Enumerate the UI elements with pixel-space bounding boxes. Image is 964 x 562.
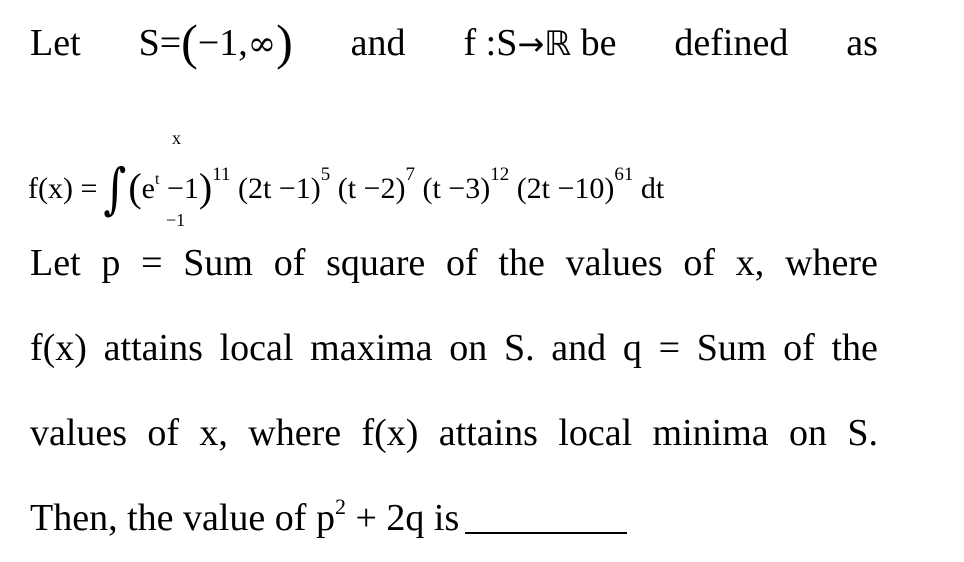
word: f(x) [361,412,419,454]
word: x, [735,242,765,284]
problem-line-4 [30,329,878,367]
word: local [558,412,633,454]
word: Sum [183,242,253,284]
domain-symbol: S [496,22,518,64]
word: S. [847,412,878,454]
factor5: (2t −10) [516,172,615,205]
equals-sign: = [159,22,182,64]
differential: dt [633,172,665,205]
factor1-open-paren: ( [128,165,142,210]
word: of [147,412,180,454]
arrow-icon: → [517,25,545,63]
word: attains [103,327,203,369]
factor5-exponent: 61 [614,164,634,185]
factor3-exponent: 7 [405,164,415,185]
equals-sign: = [141,242,163,284]
word: x, [199,412,228,454]
set-definition [138,14,293,70]
problem-line-1 [30,14,878,70]
word-defined: defined [674,22,789,64]
word: of [683,242,716,284]
factor1-exponent: 11 [212,164,231,185]
problem-question-line [30,494,627,539]
word: of [273,242,306,284]
infinity-symbol: ∞ [247,24,277,64]
factor1-rest: −1 [159,172,199,205]
integral-expression [28,157,665,222]
question-text-after: + 2q is [345,497,460,539]
answer-blank [465,502,627,534]
word: and [551,327,607,369]
word: maxima [310,327,433,369]
factor1-base: e [141,172,155,205]
integral-lower-limit: −1 [166,210,186,230]
word: S. [503,327,535,369]
word: where [785,242,878,284]
word: on [449,327,488,369]
integral-definition [28,128,928,238]
factor2: (2t −1) [237,172,321,205]
word-as: as [846,22,878,64]
integral-sign: ∫ [103,157,127,222]
word: square [326,242,426,284]
open-paren: ( [181,14,198,70]
function-symbol: f [463,22,477,64]
factor4-exponent: 12 [490,164,510,185]
word-be: be [580,22,617,64]
word: of [783,327,815,369]
word: the [498,242,545,284]
problem-line-5 [30,414,878,452]
word: attains [438,412,538,454]
factor4: (t −3) [422,172,491,205]
word: where [248,412,342,454]
problem-line-3 [30,244,878,282]
factor3: (t −2) [337,172,406,205]
colon: : [485,22,497,64]
set-symbol: S [138,22,160,64]
variable-p: p [101,242,121,284]
word: local [219,327,294,369]
word-and: and [350,22,406,64]
factor2-exponent: 5 [320,164,331,185]
word: on [788,412,827,454]
integral-upper-limit: x [172,128,181,148]
function-mapping [463,24,616,62]
interval-start: −1, [197,22,248,64]
close-paren: ) [276,14,293,70]
p-exponent: 2 [334,494,346,519]
factor1-base-exponent: t [154,171,160,188]
reals-symbol: ℝ [544,24,572,64]
word: of [446,242,478,284]
word: Sum [696,327,767,369]
word: Let [30,242,81,284]
function-lhs: f(x) = [28,172,98,205]
variable-q: q [622,327,642,369]
equals-sign: = [658,327,681,369]
question-text-before: Then, the value of p [30,497,335,539]
word: values [30,412,128,454]
word: the [831,327,878,369]
word: f(x) [30,327,87,369]
word: minima [652,412,769,454]
factor1-close-paren: ) [198,165,213,210]
word: values [565,242,663,284]
word-let: Let [30,22,81,64]
